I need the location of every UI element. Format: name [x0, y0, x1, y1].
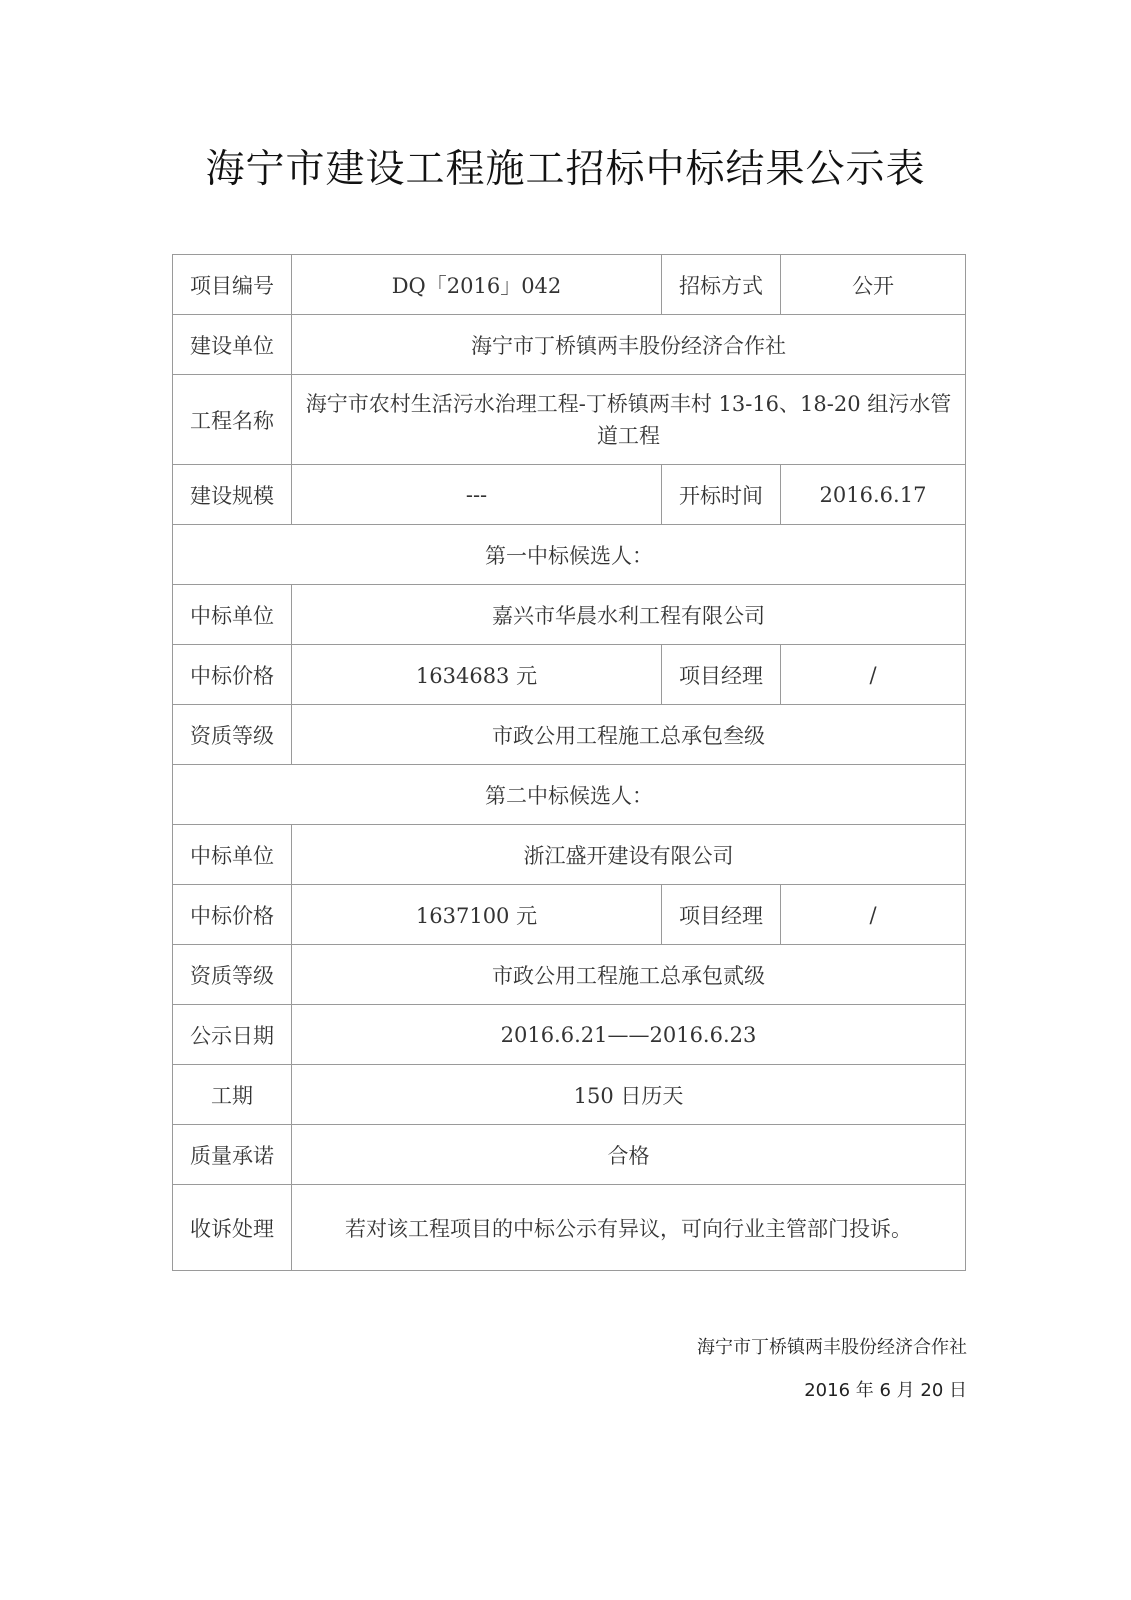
duration-label: 工期: [173, 1065, 292, 1125]
row-candidate2-qual: [173, 945, 966, 1005]
document-title: 海宁市建设工程施工招标中标结果公示表: [205, 147, 926, 192]
row-scale: [173, 465, 966, 525]
candidate2-unit-label: 中标单位: [173, 825, 292, 885]
complaint-value: 若对该工程项目的中标公示有异议，可向行业主管部门投诉。: [292, 1185, 966, 1271]
notice-date-value: 2016.6.21——2016.6.23: [292, 1005, 966, 1065]
candidate2-unit-value: 浙江盛开建设有限公司: [292, 825, 966, 885]
scale-value: ---: [292, 465, 662, 525]
row-candidate1-price: [173, 645, 966, 705]
bid-method-value: 公开: [781, 255, 966, 315]
project-name-value: 海宁市农村生活污水治理工程-丁桥镇两丰村 13-16、18-20 组污水管道工程: [292, 375, 966, 465]
candidate2-manager-label: 项目经理: [662, 885, 781, 945]
candidate2-manager-value: /: [781, 885, 966, 945]
candidate1-unit-label: 中标单位: [173, 585, 292, 645]
candidate1-unit-value: 嘉兴市华晨水利工程有限公司: [292, 585, 966, 645]
complaint-label: 收诉处理: [173, 1185, 292, 1271]
candidate1-qual-value: 市政公用工程施工总承包叁级: [292, 705, 966, 765]
candidate1-qual-label: 资质等级: [173, 705, 292, 765]
duration-value: 150 日历天: [292, 1065, 966, 1125]
footer-organization: 海宁市丁桥镇两丰股份经济合作社: [697, 1337, 967, 1358]
row-quality: [173, 1125, 966, 1185]
row-duration: [173, 1065, 966, 1125]
row-project-name: [173, 375, 966, 465]
candidate1-price-label: 中标价格: [173, 645, 292, 705]
row-candidate2-heading: [173, 765, 966, 825]
candidate2-qual-label: 资质等级: [173, 945, 292, 1005]
candidate1-price-value: 1634683 元: [292, 645, 662, 705]
row-candidate2-price: [173, 885, 966, 945]
row-candidate1-qual: [173, 705, 966, 765]
bid-method-label: 招标方式: [662, 255, 781, 315]
scale-label: 建设规模: [173, 465, 292, 525]
row-project-no: [173, 255, 966, 315]
project-name-label: 工程名称: [173, 375, 292, 465]
project-no-value: DQ「2016」042: [292, 255, 662, 315]
row-candidate2-unit: [173, 825, 966, 885]
row-candidate1-heading: [173, 525, 966, 585]
open-time-label: 开标时间: [662, 465, 781, 525]
candidate1-heading: 第一中标候选人：: [173, 525, 966, 585]
row-candidate1-unit: [173, 585, 966, 645]
notice-date-label: 公示日期: [173, 1005, 292, 1065]
candidate2-qual-value: 市政公用工程施工总承包贰级: [292, 945, 966, 1005]
open-time-value: 2016.6.17: [781, 465, 966, 525]
row-notice-date: [173, 1005, 966, 1065]
builder-value: 海宁市丁桥镇两丰股份经济合作社: [292, 315, 966, 375]
footer-date: 2016 年 6 月 20 日: [804, 1380, 967, 1401]
row-complaint: [173, 1185, 966, 1271]
project-no-label: 项目编号: [173, 255, 292, 315]
quality-value: 合格: [292, 1125, 966, 1185]
builder-label: 建设单位: [173, 315, 292, 375]
candidate1-manager-value: /: [781, 645, 966, 705]
quality-label: 质量承诺: [173, 1125, 292, 1185]
candidate1-manager-label: 项目经理: [662, 645, 781, 705]
candidate2-price-label: 中标价格: [173, 885, 292, 945]
candidate2-heading: 第二中标候选人：: [173, 765, 966, 825]
candidate2-price-value: 1637100 元: [292, 885, 662, 945]
bid-result-table: [172, 254, 966, 1271]
row-builder: [173, 315, 966, 375]
